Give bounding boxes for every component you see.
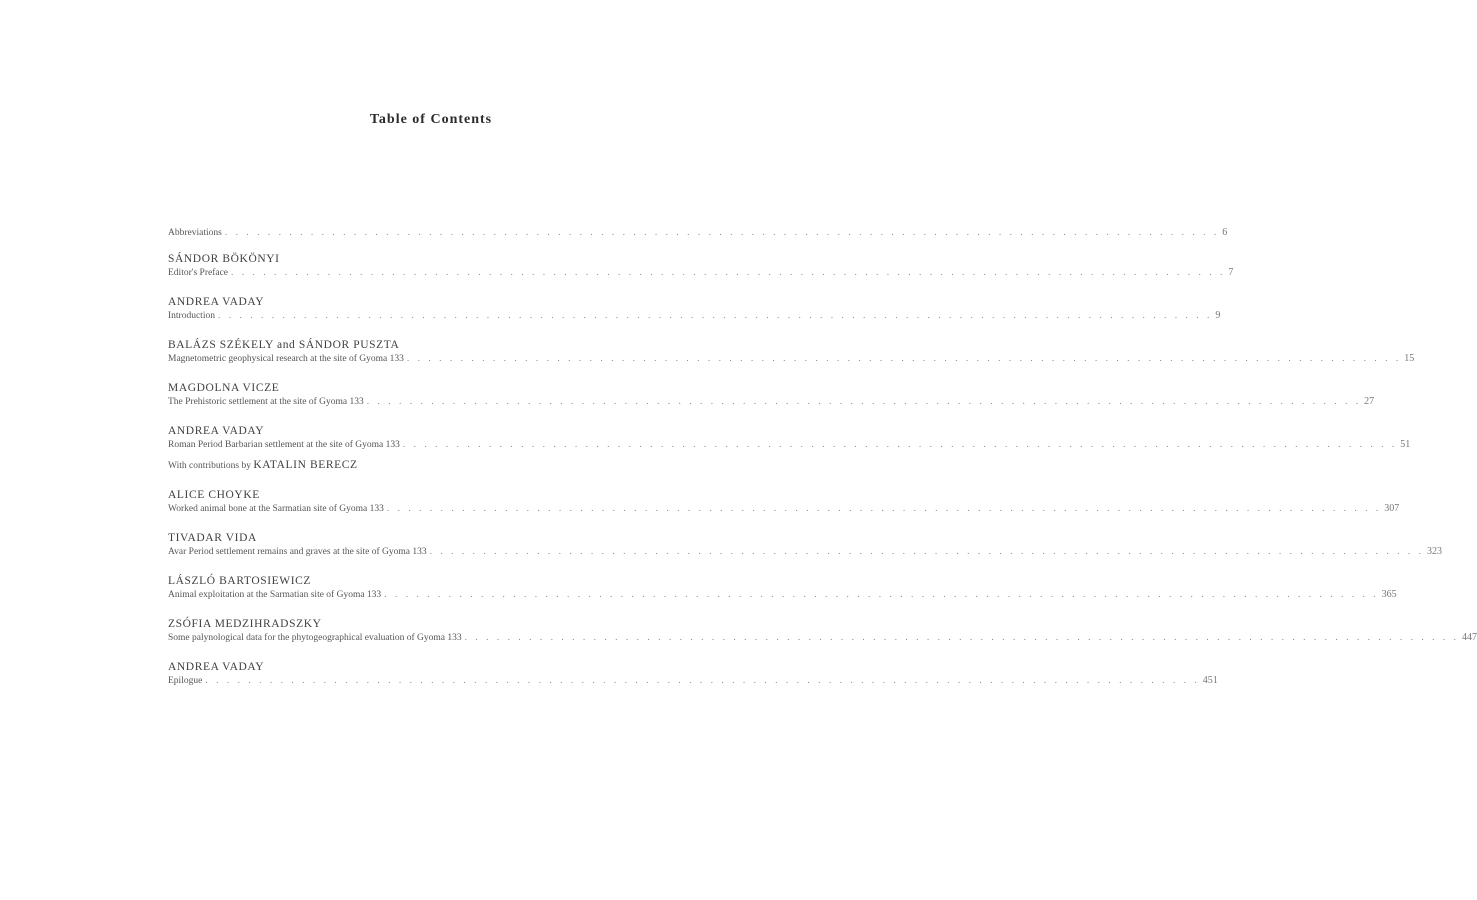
dot-leader: . . . . . . . . . . . . . . . . . . . . . . . . . . . . . . . . . . . . . . . . . . . . . . . . . . . . . . . . . . . . . . . . . . . . . . . . . . . . . . . . . . . . . . . . . . . . . xyxy=(231,268,1226,278)
toc-page-number: 447 xyxy=(1462,632,1477,643)
toc-entry-title: Editor's Preface xyxy=(168,268,229,278)
toc-page-number: 307 xyxy=(1384,503,1400,514)
dot-leader: . . . . . . . . . . . . . . . . . . . . . . . . . . . . . . . . . . . . . . . . . . . . . . . . . . . . . . . . . . . . . . . . . . . . . . . . . . . . . . . . . . . . . . . . . . . . . xyxy=(224,228,1220,238)
toc-entry-title: Roman Period Barbarian settlement at the site of Gyoma 133 xyxy=(168,440,400,450)
dot-leader: . . . . . . . . . . . . . . . . . . . . . . . . . . . . . . . . . . . . . . . . . . . . . . . . . . . . . . . . . . . . . . . . . . . . . . . . . . . . . . . . . . . . . . . . . . . . . xyxy=(464,633,1459,643)
toc-contribution-note xyxy=(168,458,698,473)
toc-line xyxy=(168,502,1400,516)
toc-line xyxy=(168,631,1477,645)
page-title: Table of Contents xyxy=(369,112,493,127)
toc-entry-author: MAGDOLNA VICZE xyxy=(168,382,280,394)
toc-entry-title: Worked animal bone at the Sarmatian site of Gyoma 133 xyxy=(168,504,384,514)
toc-page-number: 6 xyxy=(1222,227,1228,238)
toc-entry-author: LÁSZLÓ BARTOSIEWICZ xyxy=(168,575,312,587)
toc-entry-animal-exploitation[interactable] xyxy=(168,574,1397,602)
dot-leader: . . . . . . . . . . . . . . . . . . . . . . . . . . . . . . . . . . . . . . . . . . . . . . . . . . . . . . . . . . . . . . . . . . . . . . . . . . . . . . . . . . . . . . . . . . . . . xyxy=(402,440,1398,450)
toc-entry-title: Animal exploitation at the Sarmatian site of Gyoma 133 xyxy=(168,590,382,600)
toc-entry-author: ANDREA VADAY xyxy=(168,296,265,308)
toc-entry-author: TIVADAR VIDA xyxy=(168,532,257,544)
toc-page-number: 9 xyxy=(1215,310,1221,321)
toc-entry-prehistoric-settlement[interactable] xyxy=(168,381,1375,409)
toc-entry-title: Introduction xyxy=(168,311,215,321)
dot-leader: . . . . . . . . . . . . . . . . . . . . . . . . . . . . . . . . . . . . . . . . . . . . . . . . . . . . . . . . . . . . . . . . . . . . . . . . . . . . . . . . . . . . . . . . . . . . . xyxy=(386,504,1382,514)
toc-entry-worked-animal-bone[interactable] xyxy=(168,488,1400,516)
toc-entry-epilogue[interactable] xyxy=(168,660,1218,688)
toc-entry-avar-period[interactable] xyxy=(168,531,1442,559)
toc-entry-author: ANDREA VADAY xyxy=(168,425,265,437)
table-of-contents xyxy=(168,226,1477,703)
toc-entry-title: Epilogue xyxy=(168,676,203,686)
toc-entry-abbreviations[interactable] xyxy=(168,226,1228,240)
toc-entry-title: Avar Period settlement remains and graves at the site of Gyoma 133 xyxy=(168,547,427,557)
toc-line xyxy=(168,266,1234,280)
toc-entry-introduction[interactable] xyxy=(168,295,1221,323)
toc-line xyxy=(168,588,1397,602)
contribution-author: KATALIN BERECZ xyxy=(253,459,358,471)
toc-page-number: 51 xyxy=(1400,439,1411,450)
toc-entry-title: The Prehistoric settlement at the site of Gyoma 133 xyxy=(168,397,364,407)
dot-leader: . . . . . . . . . . . . . . . . . . . . . . . . . . . . . . . . . . . . . . . . . . . . . . . . . . . . . . . . . . . . . . . . . . . . . . . . . . . . . . . . . . . . . . . . . . . . . xyxy=(429,547,1424,557)
toc-entry-author: SÁNDOR BÖKÖNYI xyxy=(168,253,280,265)
toc-page-number: 365 xyxy=(1381,589,1397,600)
toc-line xyxy=(168,438,1411,452)
toc-page-number: 7 xyxy=(1228,267,1234,278)
toc-entry-author: ALICE CHOYKE xyxy=(168,489,260,501)
toc-entry-editors-preface[interactable] xyxy=(168,252,1234,280)
toc-line xyxy=(168,352,1415,366)
toc-entry-roman-period-settlement[interactable] xyxy=(168,424,1411,473)
dot-leader: . . . . . . . . . . . . . . . . . . . . . . . . . . . . . . . . . . . . . . . . . . . . . . . . . . . . . . . . . . . . . . . . . . . . . . . . . . . . . . . . . . . . . . . . . . . . . xyxy=(406,354,1402,364)
toc-entry-magnetometric-research[interactable] xyxy=(168,338,1415,366)
toc-entry-title: Magnetometric geophysical research at the site of Gyoma 133 xyxy=(168,354,404,364)
toc-entry-title: Abbreviations xyxy=(168,228,222,238)
toc-page-number: 27 xyxy=(1364,396,1375,407)
toc-page-number: 451 xyxy=(1202,675,1218,686)
dot-leader: . . . . . . . . . . . . . . . . . . . . . . . . . . . . . . . . . . . . . . . . . . . . . . . . . . . . . . . . . . . . . . . . . . . . . . . . . . . . . . . . . . . . . . . . . . . . . xyxy=(205,676,1200,686)
toc-line xyxy=(168,226,1228,240)
dot-leader: . . . . . . . . . . . . . . . . . . . . . . . . . . . . . . . . . . . . . . . . . . . . . . . . . . . . . . . . . . . . . . . . . . . . . . . . . . . . . . . . . . . . . . . . . . . . . xyxy=(384,590,1379,600)
contribution-prefix: With contributions by xyxy=(168,461,251,471)
toc-line xyxy=(168,309,1221,323)
toc-entry-title: Some palynological data for the phytogeographical evaluation of Gyoma 133 xyxy=(168,633,462,643)
toc-entry-author: ZSÓFIA MEDZIHRADSZKY xyxy=(168,618,322,630)
toc-line xyxy=(168,395,1375,409)
toc-line xyxy=(168,674,1218,688)
toc-entry-author: ANDREA VADAY xyxy=(168,661,265,673)
toc-page-number: 323 xyxy=(1427,546,1442,557)
dot-leader: . . . . . . . . . . . . . . . . . . . . . . . . . . . . . . . . . . . . . . . . . . . . . . . . . . . . . . . . . . . . . . . . . . . . . . . . . . . . . . . . . . . . . . . . . . . . . xyxy=(366,397,1362,407)
toc-page-number: 15 xyxy=(1404,353,1415,364)
toc-entry-author: BALÁZS SZÉKELY and SÁNDOR PUSZTA xyxy=(168,339,400,351)
dot-leader: . . . . . . . . . . . . . . . . . . . . . . . . . . . . . . . . . . . . . . . . . . . . . . . . . . . . . . . . . . . . . . . . . . . . . . . . . . . . . . . . . . . . . . . . . . . . . xyxy=(217,311,1213,321)
toc-line xyxy=(168,545,1442,559)
toc-entry-palynological-data[interactable] xyxy=(168,617,1477,645)
